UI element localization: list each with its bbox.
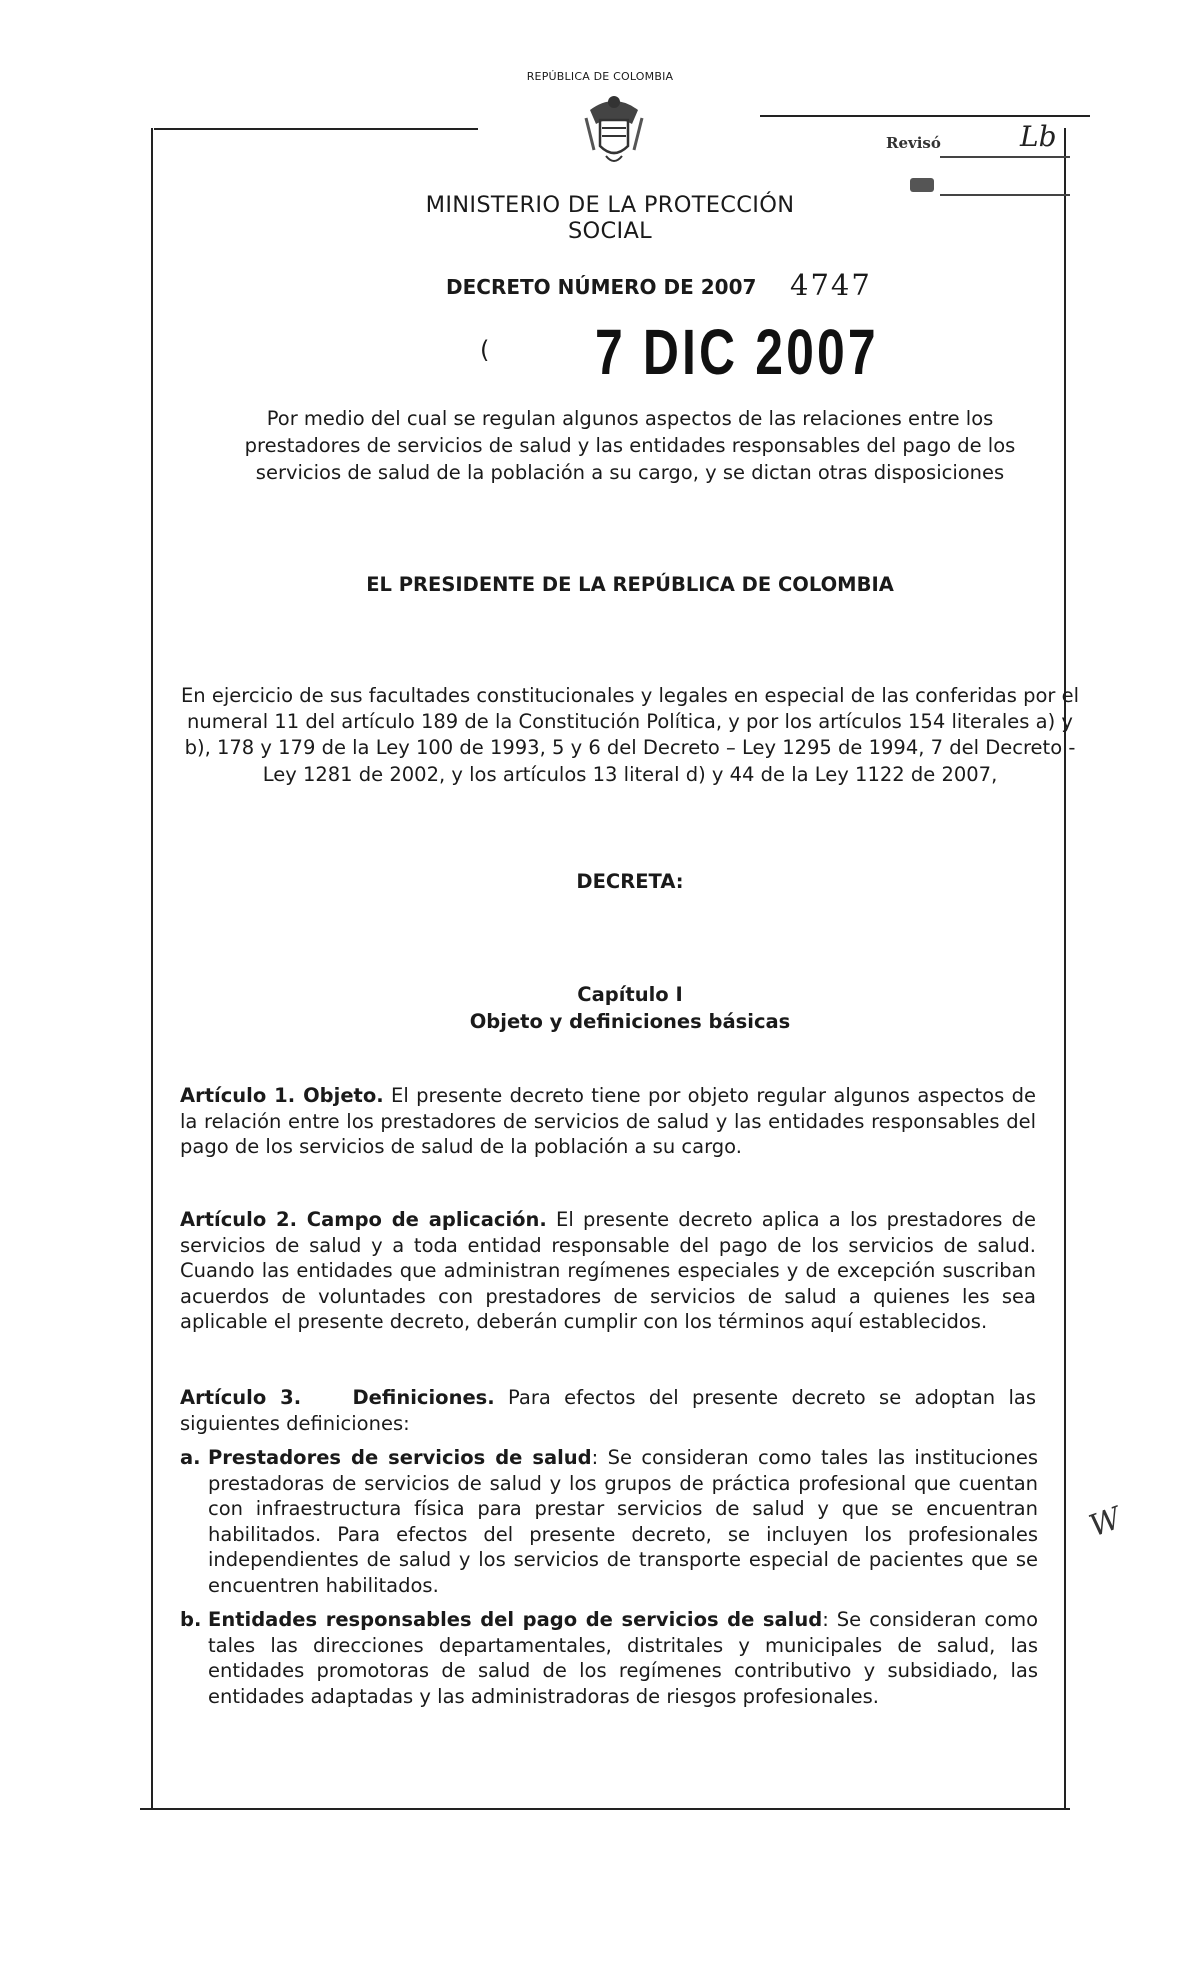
republic-label: REPÚBLICA DE COLOMBIA <box>526 70 674 83</box>
definition-term-a: Prestadores de servicios de salud <box>208 1446 592 1469</box>
revision-stamp <box>880 120 1080 210</box>
revision-initials: Lb <box>1020 120 1057 153</box>
chapter-title: Objeto y definiciones básicas <box>469 1010 791 1033</box>
article-1-text: El presente decreto tiene por objeto regular algunos aspectos de la relación entre los prestadores de servicios de salud y las entidades responsables del pago de los servicios de salud de la población a su cargo. <box>180 1084 1036 1159</box>
article-1 <box>180 1083 1036 1160</box>
date-open-paren: ( <box>480 336 490 364</box>
date-stamp: 7 DIC 2007 <box>595 316 879 388</box>
header-rule-left <box>154 128 478 130</box>
revision-line-1 <box>940 156 1070 158</box>
decree-number: 4747 <box>790 268 872 302</box>
definition-text-a: : Se consideran como tales las instituciones prestadoras de servicios de salud y los grupos de práctica profesional que cuentan con infraestructura física para prestar servicios de salud y que se encuentran habilitados. Para efectos del presente decreto, se incluyen los profesionales independientes de salud y los servicios de transporte especial de pacientes que se encuentren habilitados. <box>208 1446 1038 1597</box>
article-2-label: Artículo 2. Campo de aplicación. <box>180 1208 547 1231</box>
article-3-title: Definiciones. <box>352 1386 495 1409</box>
preamble-text: En ejercicio de sus facultades constitucionales y legales en especial de las conferidas por el numeral 11 del artículo 189 de la Constitución Política, y por los artículos 154 literales a) y b), 178 y 179 de la Ley 100 de 1993, 5 y 6 del Decreto – Ley 1295 de 1994, 7 del Decreto - Ley 1281 de 2002, y los artículos 13 literal d) y 44 de la Ley 1122 de 2007, <box>180 684 1080 786</box>
coat-of-arms-icon <box>572 90 656 170</box>
frame-right <box>1064 128 1066 1808</box>
article-3 <box>180 1385 1036 1436</box>
definition-letter-b: b. <box>180 1608 202 1631</box>
frame-left <box>151 128 153 1808</box>
article-3-text: Para efectos del presente decreto se adoptan las siguientes definiciones: <box>180 1386 1036 1435</box>
decree-subject: Por medio del cual se regulan algunos aspectos de las relaciones entre los prestadores de servicios de salud y las entidades responsables del pago de los servicios de salud de la población a su cargo, y se dictan otras disposiciones <box>244 407 1016 484</box>
definition-term-b: Entidades responsables del pago de servicios de salud <box>208 1608 823 1631</box>
article-1-label: Artículo 1. Objeto. <box>180 1084 384 1107</box>
article-2-text: El presente decreto aplica a los prestadores de servicios de salud y a toda entidad responsable del pago de los servicios de salud. Cuando las entidades que administran regímenes especiales y de excepción suscriban acuerdos de voluntades con prestadores de servicios de salud a quienes les sea aplicable el presente decreto, deberán cumplir con los términos aquí establecidos. <box>180 1208 1037 1334</box>
article-3-label: Artículo 3. <box>180 1386 302 1409</box>
revision-line-2 <box>940 194 1070 196</box>
definition-text-b: : Se consideran como tales las direcciones departamentales, distritales y municipales de salud, las entidades promotoras de salud de los regímenes contributivo y subsidiado, las entidades adaptadas y las administradoras de riesgos profesionales. <box>208 1608 1039 1708</box>
margin-initial-mark: W <box>1084 1500 1126 1545</box>
header-rule-right <box>760 115 1090 117</box>
authority-title: EL PRESIDENTE DE LA REPÚBLICA DE COLOMBIA <box>366 573 894 596</box>
definition-item-b <box>180 1607 1039 1709</box>
frame-bottom <box>140 1808 1070 1810</box>
ministry-title: MINISTERIO DE LA PROTECCIÓN SOCIAL <box>425 192 795 244</box>
seal-mark-icon <box>910 178 934 192</box>
definition-letter-a: a. <box>180 1446 201 1469</box>
chapter-number: Capítulo I <box>577 983 683 1006</box>
revision-label: Revisó <box>886 134 941 152</box>
decreta-heading: DECRETA: <box>576 870 684 893</box>
article-2 <box>180 1207 1036 1335</box>
decree-number-label: DECRETO NÚMERO DE 2007 <box>446 275 757 299</box>
definition-item-a <box>180 1445 1038 1599</box>
